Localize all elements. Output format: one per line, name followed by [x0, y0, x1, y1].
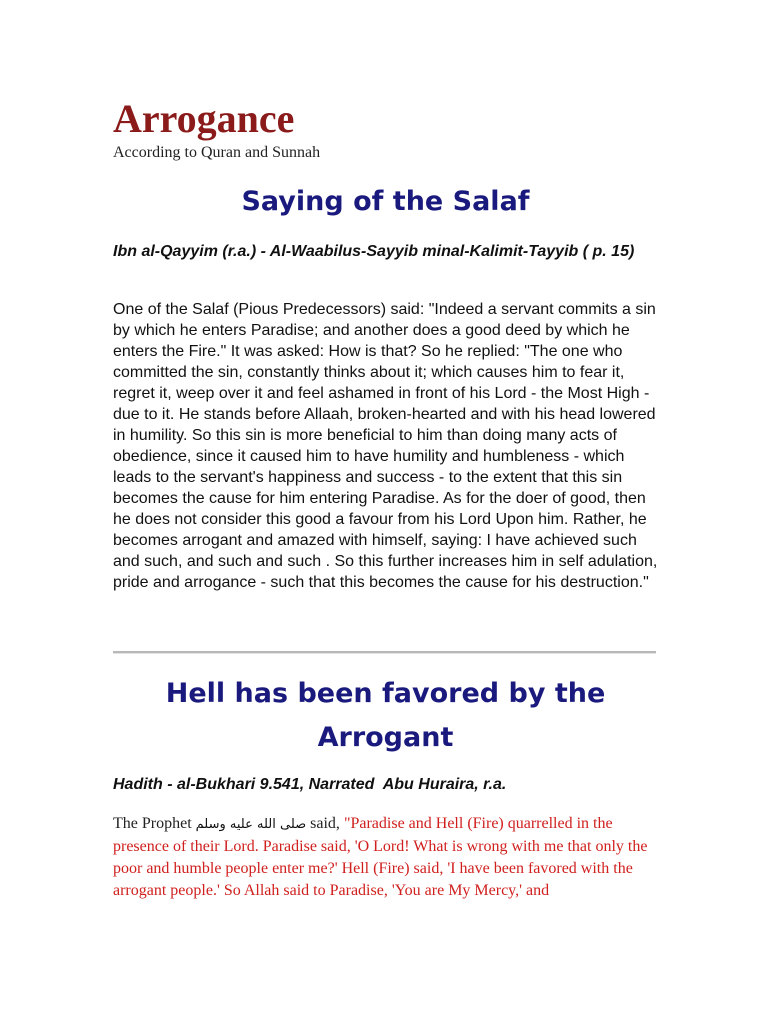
- section-heading-hell-line2: Arrogant: [317, 722, 454, 753]
- salaf-quote-paragraph: One of the Salaf (Pious Predecessors) said: "Indeed a servant commits a sin by which he enters Paradise; and another does a good deed by which he enters the Fire." It was asked: How is that? So he replied: "The one who committed the sin, constantly thinks about it; which causes him to fear it, regret it, weep over it and feel ashamed in front of his Lord - the Most High - due to it. He stands before Allaah, broken-hearted and with his head lowered in humility. So this sin is more beneficial to him than doing many acts of obedience, since it caused him to have humility and humbleness - which leads to the servant's happiness and success - to the extent that this sin becomes the cause for him entering Paradise. As for the doer of good, then he does not consider this good a favour from his Lord Upon him. Rather, he becomes arrogant and amazed with himself, saying: I have achieved such and such, and such and such . So this further increases him in self adulation, pride and arrogance - such that this becomes the cause for his destruction.": [113, 301, 658, 591]
- hadith-quote: "Paradise and Hell (Fire) quarrelled in the presence of their Lord. Paradise said, 'O Lord! What is wrong with me that only the poor and humble people enter me?' Hell (Fire) said, 'I have been favored with the arrogant people.' So Allah said to Paradise, 'You are My Mercy,' and: [113, 815, 648, 899]
- document-subtitle: According to Quran and Sunnah: [113, 144, 321, 161]
- section-heading-hell-line1: Hell has been favored by the: [165, 678, 606, 709]
- source-citation-hadith: Hadith - al-Bukhari 9.541, Narrated Abu Huraira, r.a.: [113, 776, 507, 793]
- section-divider: [113, 651, 656, 654]
- document-title: Arrogance: [113, 96, 295, 141]
- section-heading-hell: [113, 672, 658, 760]
- hadith-paragraph: [113, 813, 658, 902]
- arabic-salutation: صلى الله عليه وسلم: [195, 817, 307, 832]
- hadith-intro: The Prophet: [113, 815, 196, 832]
- hadith-said: said,: [306, 815, 344, 832]
- section-heading-salaf: Saying of the Salaf: [241, 186, 530, 217]
- source-citation-salaf: Ibn al-Qayyim (r.a.) - Al-Waabilus-Sayyib minal-Kalimit-Tayyib ( p. 15): [113, 243, 635, 260]
